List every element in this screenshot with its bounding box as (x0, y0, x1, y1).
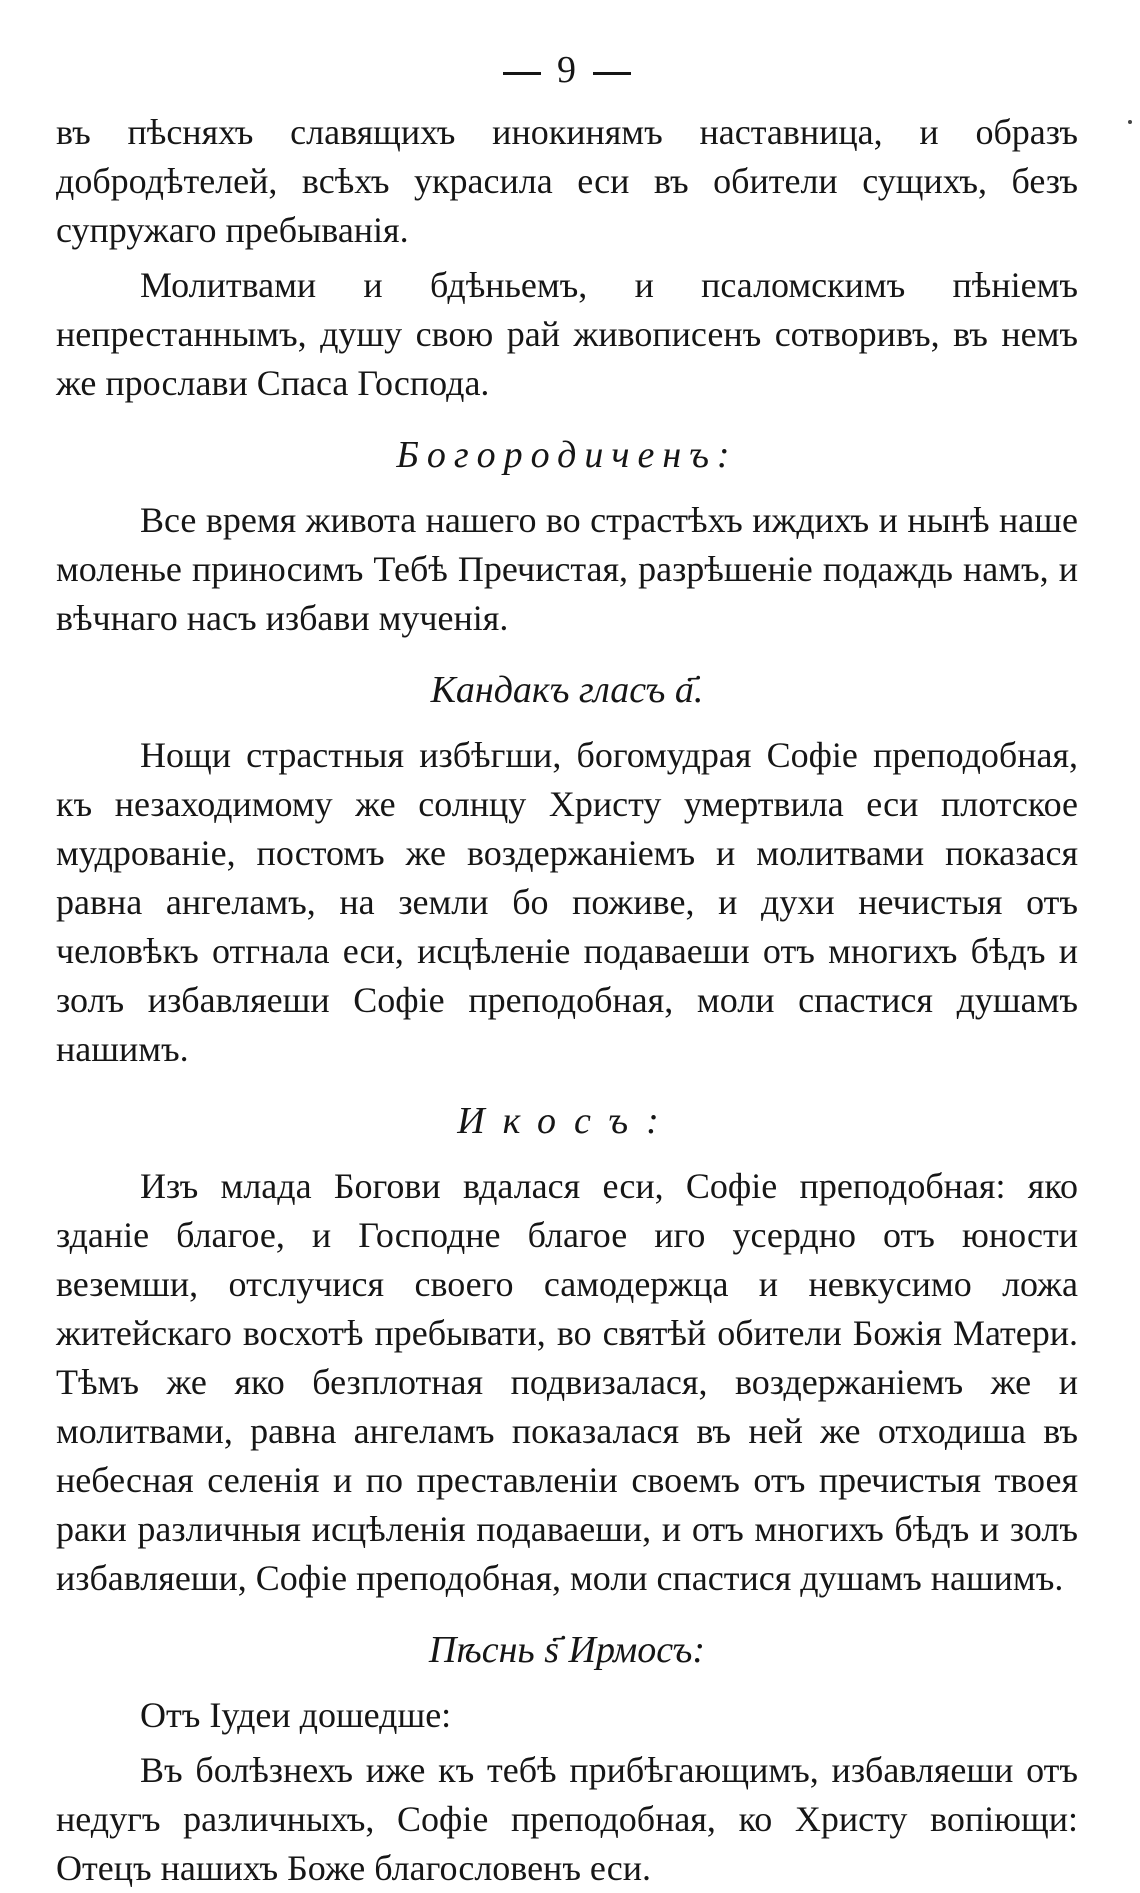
page-number-line (56, 40, 1078, 100)
paragraph-continuation: въ пѣсняхъ славящихъ инокинямъ наставница, и образъ добродѣтелей, всѣхъ украсила еси въ обители сущихъ, безъ супружаго пребыванія. (56, 112, 1078, 250)
right-dash (593, 72, 631, 75)
left-dash (503, 72, 541, 75)
page-number: 9 (557, 49, 577, 91)
document-page (56, 40, 1078, 1893)
paragraph-kondak: Нощи страстныя избѣгши, богомудрая Софіе преподобная, къ незаходимому же солнцу Христу умертвила еси плотское мудрованіе, постомъ же воздержаніемъ и молитвами показася равна ангеламъ, на земли бо поживе, и духи нечистыя отъ человѣкъ отгнала еси, исцѣленіе подаваеши отъ многихъ бѣдъ и золъ избавляеши Софіе преподобная, моли спастися душамъ нашимъ. (56, 735, 1078, 1069)
paragraph-ikos: Изъ млада Богови вдалася еси, Софіе преподобная: яко зданіе благое, и Господне благое иго усердно отъ юности веземши, отслучися своего самодержца и невкусимо ложа житейскаго восхотѣ пребывати, во святѣй обители Божія Матери. Тѣмъ же яко безплотная подвизалася, воздержаніемъ же и молитвами, равна ангеламъ показалася въ ней же отходиша въ небесная селенія и по преставленіи своемъ отъ пречистыя твоея раки различныя исцѣленія подаваеши, и отъ многихъ бѣдъ и золъ избавляеши, Софіе преподобная, моли спастися душамъ нашимъ. (56, 1166, 1078, 1598)
paragraph-bogorodichen: Все время живота нашего во страстѣхъ иждихъ и нынѣ наше моленье приносимъ Тебѣ Пречистая, разрѣшеніе подаждь намъ, и вѣчнаго насъ избави мученія. (56, 500, 1078, 638)
heading-bogorodichen: Богородиченъ: (396, 434, 738, 476)
heading-song-irmos: Пѣснь ѕ҃ Ирмосъ: (428, 1629, 706, 1671)
paragraph-irmos-incipit: Отъ Іудеи дошедше: (140, 1695, 452, 1735)
heading-ikos: Икосъ: (457, 1100, 677, 1142)
heading-kondak: Кандакъ гласъ а҃. (430, 669, 704, 711)
stray-ink-mark (1128, 120, 1132, 124)
paragraph-troparion: Въ болѣзнехъ иже къ тебѣ прибѣгающимъ, избавляеши отъ недугъ различныхъ, Софіе преподобная, ко Христу вопіющи: Отецъ нашихъ Боже благословенъ еси. (56, 1750, 1078, 1888)
paragraph-prayers: Молитвами и бдѣньемъ, и псаломскимъ пѣніемъ непрестаннымъ, душу свою рай живописенъ сотворивъ, въ немъ же прослави Спаса Господа. (56, 265, 1078, 403)
